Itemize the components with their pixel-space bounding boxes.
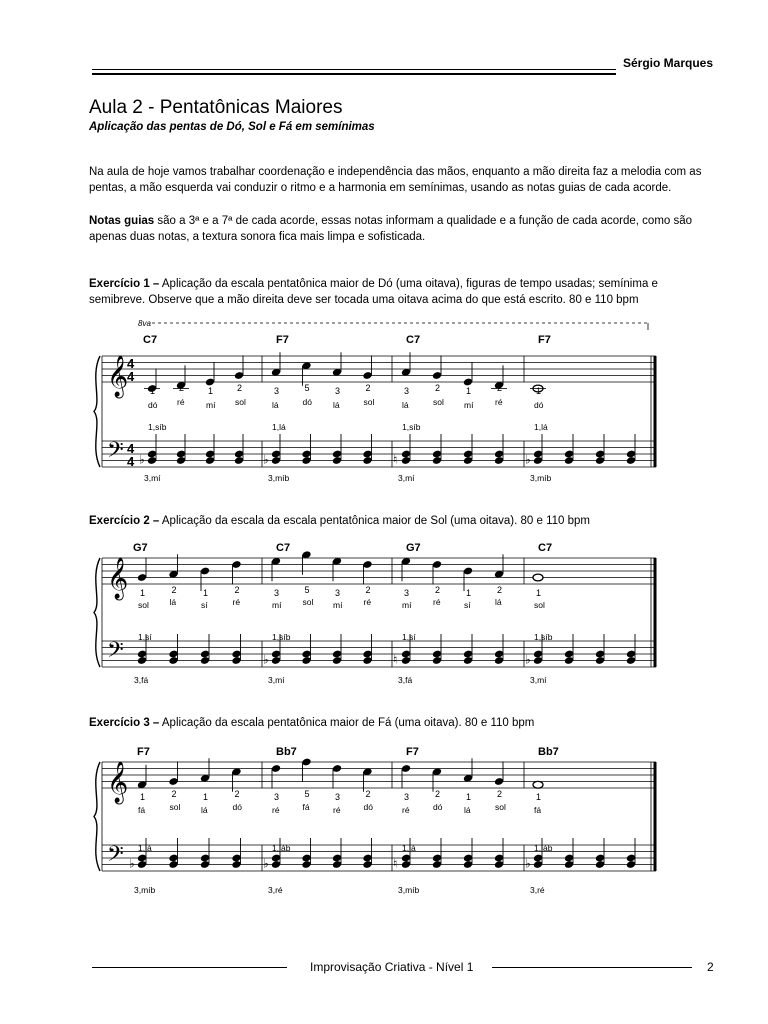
finger-number: 1 (150, 386, 156, 396)
exercise-3-score-svg (0, 738, 768, 900)
flat-icon: ♭ (525, 452, 531, 467)
note-name: sol (235, 397, 246, 407)
exercise-2-score (0, 536, 768, 696)
exercise-2-score-svg (0, 536, 768, 696)
note-name: sol (534, 600, 545, 610)
note-name: sol (169, 802, 181, 812)
page-title: Aula 2 - Pentatônicas Maiores (89, 97, 343, 118)
finger-number: 2 (171, 789, 177, 799)
bass-clef-icon: 𝄢 (107, 438, 124, 468)
note-name: dó (302, 397, 312, 407)
intro-paragraph: Na aula de hoje vamos trabalhar coordenação e independência das mãos, enquanto a mão direita faz a melodia com as pentas, a mão esquerda vai conduzir o ritmo e a harmonia em semínimas, usando as notas guias de cada acorde. (89, 166, 702, 194)
note-name: fá (302, 802, 310, 812)
bass-upper-guide-note: 1,síb (148, 422, 167, 432)
grand-staff-brace (94, 762, 100, 871)
chord-symbol: G7 (406, 542, 421, 554)
bass-upper-guide-note: 1,síb (534, 632, 553, 642)
finger-number: 3 (274, 386, 280, 396)
note-name: dó (433, 802, 443, 812)
bass-clef-icon: 𝄢 (107, 638, 124, 668)
bass-upper-guide-note: 1,lá (138, 843, 152, 853)
flat-icon: ♭ (525, 856, 531, 871)
bass-lower-guide-note: 3,mí (144, 473, 161, 483)
notas-guias-term: Notas guias (89, 215, 155, 227)
flat-icon: ♭ (139, 452, 145, 467)
natural-icon: ♮ (393, 856, 398, 871)
chord-symbol: Bb7 (276, 746, 297, 758)
note-name: mí (206, 400, 216, 410)
exercise-3-label: Exercício 3 – (89, 717, 160, 729)
finger-number: 1 (208, 386, 214, 396)
bass-time-signature-top: 4 (127, 441, 135, 456)
bass-upper-guide-note: 1,síb (272, 632, 291, 642)
chord-symbol: C7 (538, 542, 553, 554)
finger-number: 3 (404, 588, 410, 598)
finger-number: 1 (140, 792, 146, 802)
note-name: ré (232, 597, 241, 607)
treble-clef-icon: 𝄞 (107, 558, 129, 599)
whole-note (533, 574, 543, 581)
grand-staff-brace (94, 558, 100, 667)
finger-number: 2 (237, 383, 243, 393)
whole-note (533, 781, 543, 788)
note-name: sol (495, 802, 506, 812)
note-name: ré (272, 805, 280, 815)
notas-guias-paragraph (89, 214, 717, 245)
finger-number: 2 (365, 789, 371, 799)
page-subtitle: Aplicação das pentas de Dó, Sol e Fá em semínimas (89, 121, 375, 133)
note-name: ré (363, 597, 372, 607)
footer-title: Improvisação Criativa - Nível 1 (310, 960, 474, 974)
bass-upper-guide-note: 1,sí (138, 632, 152, 642)
note-name: lá (402, 400, 409, 410)
finger-number: 1 (466, 588, 472, 598)
grand-staff-brace (94, 356, 100, 467)
bass-lower-guide-note: 3,fá (134, 675, 149, 685)
finger-number: 2 (365, 383, 371, 393)
chord-symbol: F7 (137, 746, 150, 758)
chord-symbol: F7 (276, 334, 289, 346)
finger-number: 3 (274, 588, 280, 598)
exercise-2-text: Aplicação da escala da escala pentatônica maior de Sol (uma oitava). 80 e 110 bpm (159, 515, 590, 527)
finger-number: 2 (435, 383, 441, 393)
bass-lower-guide-note: 3,míb (134, 885, 156, 895)
exercise-2-label: Exercício 2 – (89, 515, 160, 527)
bass-upper-guide-note: 1,lá (534, 422, 548, 432)
note-name: mí (402, 600, 412, 610)
header-rule-top (92, 69, 616, 70)
finger-number: 1 (466, 386, 472, 396)
natural-icon: ♮ (393, 652, 398, 667)
bass-upper-guide-note: 1,sí (402, 632, 416, 642)
treble-clef-icon: 𝄞 (107, 356, 129, 397)
finger-number: 5 (304, 789, 310, 799)
note-name: dó (232, 802, 242, 812)
note-name: dó (534, 400, 544, 410)
finger-number: 1 (466, 792, 472, 802)
bass-upper-guide-note: 1,láb (534, 843, 553, 853)
note-name: fá (138, 805, 146, 815)
finger-number: 3 (274, 792, 280, 802)
finger-number: 2 (234, 789, 240, 799)
exercise-3-description (89, 716, 717, 732)
bass-lower-guide-note: 3,mí (398, 473, 415, 483)
note-name: sol (302, 597, 314, 607)
bass-upper-guide-note: 1,láb (272, 843, 291, 853)
note-name: fá (534, 805, 542, 815)
chord-symbol: C7 (143, 334, 158, 346)
finger-number: 3 (335, 386, 341, 396)
bass-lower-guide-note: 3,míb (398, 885, 420, 895)
exercise-1-label: Exercício 1 – (89, 278, 160, 290)
finger-number: 1 (536, 792, 542, 802)
exercise-3-score (0, 738, 768, 900)
note-name: ré (495, 397, 503, 407)
bass-lower-guide-note: 3,ré (530, 885, 545, 895)
flat-icon: ♭ (263, 652, 269, 667)
finger-number: 2 (435, 585, 441, 595)
chord-symbol: F7 (406, 746, 419, 758)
finger-number: 2 (497, 585, 503, 595)
flat-icon: ♭ (129, 856, 135, 871)
chord-symbol: G7 (133, 542, 148, 554)
flat-icon: ♭ (263, 856, 269, 871)
finger-number: 3 (335, 792, 341, 802)
bass-lower-guide-note: 3,mí (530, 675, 547, 685)
author-name: Sérgio Marques (622, 56, 713, 70)
bass-upper-guide-note: 1,síb (402, 422, 421, 432)
exercise-1-score-svg (0, 318, 768, 490)
exercise-1-text: Aplicação da escala pentatônica maior de Dó (uma oitava), figuras de tempo usadas; semínima e semibreve. Observe que a mão direita deve ser tocada uma oitava acima do que está escrito. 80 e 110 bpm (89, 278, 658, 306)
note-name: ré (177, 397, 185, 407)
finger-number: 1 (536, 386, 542, 396)
finger-number: 3 (335, 588, 341, 598)
note-name: lá (464, 805, 471, 815)
footer-rule-left (92, 967, 287, 968)
bass-lower-guide-note: 3,ré (268, 885, 283, 895)
finger-number: 2 (497, 383, 503, 393)
bass-upper-guide-note: 1,lá (402, 843, 416, 853)
natural-icon: ♮ (393, 452, 398, 467)
chord-symbol: Bb7 (538, 746, 559, 758)
time-signature-top: 4 (127, 356, 135, 371)
chord-symbol: F7 (538, 334, 551, 346)
flat-icon: ♭ (263, 452, 269, 467)
note-name: ré (433, 597, 441, 607)
finger-number: 2 (497, 789, 503, 799)
bass-upper-guide-note: 1,lá (272, 422, 286, 432)
finger-number: 2 (234, 585, 240, 595)
page-number: 2 (707, 960, 714, 974)
bass-lower-guide-note: 3,mí (268, 675, 285, 685)
flat-icon: ♭ (525, 652, 531, 667)
finger-number: 1 (536, 588, 542, 598)
finger-number: 2 (179, 383, 185, 393)
exercise-2-description (89, 514, 717, 530)
note-name: lá (272, 400, 279, 410)
ottava-marking: 8va (138, 319, 151, 328)
note-name: mí (464, 400, 474, 410)
note-name: lá (169, 597, 177, 607)
finger-number: 5 (304, 585, 310, 595)
notas-guias-text: são a 3ª e a 7ª de cada acorde, essas notas informam a qualidade e a função de cada acorde, como são apenas duas notas, a textura sonora fica mais limpa e sofisticada. (89, 215, 693, 243)
bass-lower-guide-note: 3,míb (268, 473, 290, 483)
finger-number: 2 (171, 585, 177, 595)
exercise-1-score (0, 318, 768, 490)
note-name: lá (495, 597, 502, 607)
note-name: sí (464, 600, 471, 610)
note-name: sol (138, 600, 149, 610)
exercise-1-description (89, 277, 717, 308)
finger-number: 3 (404, 386, 410, 396)
note-name: mí (272, 600, 282, 610)
finger-number: 1 (203, 792, 209, 802)
finger-number: 3 (404, 792, 410, 802)
bass-time-signature-bottom: 4 (127, 454, 135, 469)
note-name: lá (333, 400, 340, 410)
finger-number: 1 (203, 588, 209, 598)
footer-rule-right (492, 967, 692, 968)
finger-number: 1 (140, 588, 146, 598)
bass-clef-icon: 𝄢 (107, 842, 124, 872)
note-name: sí (201, 600, 208, 610)
finger-number: 5 (304, 383, 310, 393)
note-name: mí (333, 600, 343, 610)
bass-lower-guide-note: 3,fá (398, 675, 413, 685)
finger-number: 2 (365, 585, 371, 595)
note-name: ré (402, 805, 410, 815)
note-name: lá (201, 805, 208, 815)
bass-lower-guide-note: 3,míb (530, 473, 552, 483)
note-name: sol (433, 397, 444, 407)
finger-number: 2 (435, 789, 441, 799)
chord-symbol: C7 (406, 334, 421, 346)
note-name: dó (363, 802, 373, 812)
treble-clef-icon: 𝄞 (107, 762, 129, 803)
note-name: ré (333, 805, 341, 815)
exercise-3-text: Aplicação da escala pentatônica maior de Fá (uma oitava). 80 e 110 bpm (159, 717, 535, 729)
note-name: sol (363, 397, 375, 407)
time-signature-bottom: 4 (127, 369, 135, 384)
chord-symbol: C7 (276, 542, 291, 554)
note-name: dó (148, 400, 158, 410)
header-rule-bottom (92, 73, 616, 75)
